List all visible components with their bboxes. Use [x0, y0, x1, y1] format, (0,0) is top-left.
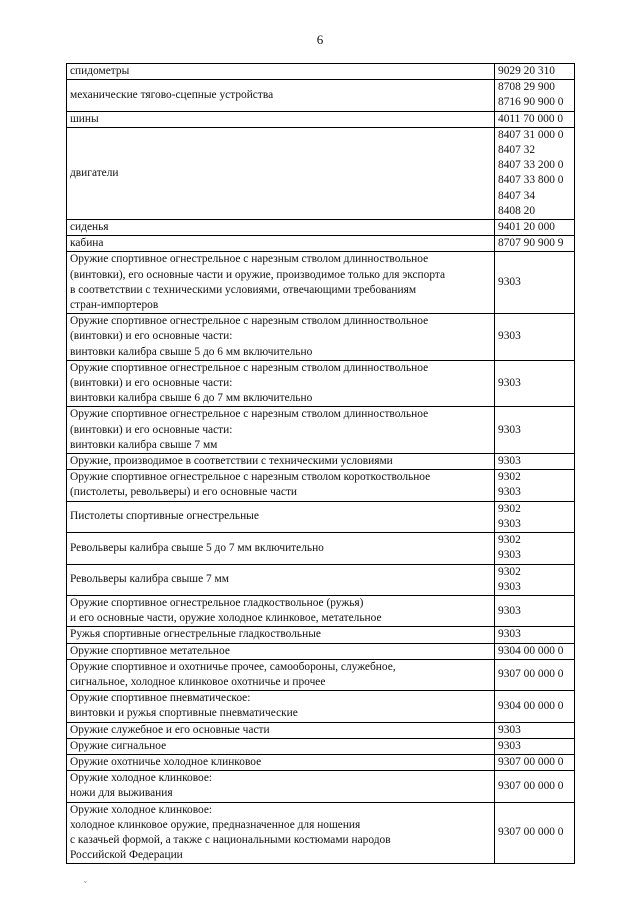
tn-ved-code-cell — [495, 64, 575, 80]
tn-ved-code-cell — [495, 595, 575, 626]
product-description-line: сигнальное, холодное клинковое охотничье и прочее — [70, 675, 326, 688]
table-row — [67, 643, 575, 659]
tn-ved-code-cell — [495, 80, 575, 111]
tn-ved-code: 9307 00 000 0 — [498, 779, 564, 792]
table-row — [67, 220, 575, 236]
tn-ved-code: 9303 — [498, 330, 521, 343]
tn-ved-code: 9303 — [498, 604, 521, 617]
tn-ved-code: 9303 — [498, 517, 521, 530]
tn-ved-code: 9303 — [498, 628, 521, 641]
tn-ved-code: 9307 00 000 0 — [498, 826, 564, 839]
product-description-line: Оружие, производимое в соответствии с техническими условиями — [70, 455, 393, 468]
tn-ved-code: 8708 29 900 — [498, 81, 555, 94]
tn-ved-code-cell — [495, 111, 575, 127]
product-description-cell — [67, 360, 495, 407]
tn-ved-code-cell — [495, 252, 575, 314]
tn-ved-code: 9303 — [498, 486, 521, 499]
product-description-cell — [67, 80, 495, 111]
product-description-line: (винтовки), его основные части и оружие, производимое только для экспорта — [70, 268, 446, 281]
product-description-cell — [67, 691, 495, 722]
product-description-line: Оружие охотничье холодное клинковое — [70, 755, 262, 768]
table-row — [67, 691, 575, 722]
tn-ved-code: 8407 32 — [498, 144, 536, 157]
product-description-cell — [67, 659, 495, 690]
product-description-line: ножи для выживания — [70, 787, 173, 800]
tn-ved-code-cell — [495, 754, 575, 770]
product-description-cell — [67, 754, 495, 770]
tn-ved-code: 9303 — [498, 423, 521, 436]
table-row — [67, 627, 575, 643]
table-row — [67, 771, 575, 802]
table-row — [67, 360, 575, 407]
tn-ved-code-cell — [495, 360, 575, 407]
tn-ved-code: 8407 31 000 0 — [498, 128, 564, 141]
table-row — [67, 802, 575, 864]
tn-ved-code-cell — [495, 127, 575, 219]
product-description-line: Револьверы калибра свыше 5 до 7 мм включительно — [70, 541, 324, 554]
tn-ved-code: 9303 — [498, 276, 521, 289]
tn-ved-code: 9302 — [498, 502, 521, 515]
product-description-line: винтовки калибра свыше 7 мм — [70, 438, 218, 451]
tn-ved-code: 9303 — [498, 580, 521, 593]
tn-ved-code-cell — [495, 627, 575, 643]
commodity-codes-table — [66, 63, 575, 864]
product-description-cell — [67, 595, 495, 626]
tn-ved-code-cell — [495, 236, 575, 252]
tn-ved-code: 8407 34 — [498, 189, 536, 202]
product-description-line: винтовки калибра свыше 6 до 7 мм включительно — [70, 392, 313, 405]
tn-ved-code-cell — [495, 470, 575, 501]
table-row — [67, 407, 575, 454]
product-description-cell — [67, 111, 495, 127]
product-description-cell — [67, 220, 495, 236]
tn-ved-code-cell — [495, 643, 575, 659]
product-description-line: Оружие спортивное огнестрельное с нарезным стволом короткоствольное — [70, 471, 431, 484]
tn-ved-code-cell — [495, 802, 575, 864]
product-description-line: механические тягово-сцепные устройства — [70, 88, 274, 101]
product-description-line: Ружья спортивные огнестрельные гладкоствольные — [70, 628, 321, 641]
tn-ved-code: 8716 90 900 0 — [498, 96, 564, 109]
tn-ved-code-cell — [495, 771, 575, 802]
table-row — [67, 533, 575, 564]
product-description-line: шины — [70, 112, 99, 125]
table-row — [67, 111, 575, 127]
tn-ved-code: 8407 33 800 0 — [498, 174, 564, 187]
product-description-line: Оружие служебное и его основные части — [70, 723, 270, 736]
product-description-line: Оружие сигнальное — [70, 739, 167, 752]
product-description-line: Оружие спортивное огнестрельное с нарезным стволом длинноствольное — [70, 361, 429, 374]
product-description-line: Оружие спортивное метательное — [70, 644, 230, 657]
product-description-line: Оружие холодное клинковое: — [70, 803, 213, 816]
product-description-line: (винтовки) и его основные части: — [70, 330, 233, 343]
tn-ved-code: 9307 00 000 0 — [498, 755, 564, 768]
product-description-line: Оружие холодное клинковое: — [70, 772, 213, 785]
tn-ved-code: 4011 70 000 0 — [498, 112, 564, 125]
product-description-line: с казачьей формой, а также с национальными костюмами народов — [70, 833, 391, 846]
table-row — [67, 80, 575, 111]
tn-ved-code: 9303 — [498, 723, 521, 736]
product-description-line: винтовки калибра свыше 5 до 6 мм включительно — [70, 345, 313, 358]
page-number: 6 — [316, 32, 324, 47]
product-description-cell — [67, 407, 495, 454]
table-row — [67, 595, 575, 626]
tn-ved-code: 9303 — [498, 549, 521, 562]
table-row — [67, 454, 575, 470]
tn-ved-code: 8707 90 900 9 — [498, 237, 564, 250]
tn-ved-code: 9303 — [498, 377, 521, 390]
product-description-cell — [67, 454, 495, 470]
product-description-line: Оружие спортивное огнестрельное с нарезным стволом длинноствольное — [70, 408, 429, 421]
product-description-cell — [67, 564, 495, 595]
product-description-line: спидометры — [70, 65, 130, 77]
table-row — [67, 127, 575, 219]
tn-ved-code-cell — [495, 533, 575, 564]
product-description-cell — [67, 236, 495, 252]
tn-ved-code: 9303 — [498, 455, 521, 468]
product-description-line: в соответствии с техническими условиями, отвечающими требованиям — [70, 283, 417, 296]
product-description-cell — [67, 533, 495, 564]
product-description-line: винтовки и ружья спортивные пневматические — [70, 707, 298, 720]
table-row — [67, 659, 575, 690]
product-description-cell — [67, 738, 495, 754]
product-description-cell — [67, 722, 495, 738]
tn-ved-code: 9302 — [498, 565, 521, 578]
table-row — [67, 236, 575, 252]
tn-ved-code-cell — [495, 659, 575, 690]
product-description-line: и его основные части, оружие холодное клинковое, метательное — [70, 612, 382, 625]
table-row — [67, 501, 575, 532]
product-description-cell — [67, 627, 495, 643]
table-body — [67, 64, 575, 864]
product-description-cell — [67, 470, 495, 501]
product-description-line: кабина — [70, 237, 104, 250]
product-description-line: стран-импортеров — [70, 299, 159, 312]
product-description-cell — [67, 802, 495, 864]
tn-ved-code-cell — [495, 501, 575, 532]
tn-ved-code: 9304 00 000 0 — [498, 644, 564, 657]
table-row — [67, 564, 575, 595]
table-row — [67, 64, 575, 80]
product-description-line: (пистолеты, револьверы) и его основные части — [70, 486, 298, 499]
product-description-cell — [67, 252, 495, 314]
tn-ved-code: 9303 — [498, 739, 521, 752]
product-description-line: двигатели — [70, 166, 119, 179]
product-description-cell — [67, 64, 495, 80]
table-row — [67, 722, 575, 738]
product-description-line: Российской Федерации — [70, 849, 183, 862]
product-description-line: (винтовки) и его основные части: — [70, 423, 233, 436]
table-row — [67, 252, 575, 314]
tn-ved-code-cell — [495, 407, 575, 454]
tn-ved-code: 9302 — [498, 471, 521, 484]
product-description-cell — [67, 127, 495, 219]
product-description-line: холодное клинковое оружие, предназначенное для ношения — [70, 818, 361, 831]
product-description-cell — [67, 501, 495, 532]
tn-ved-code-cell — [495, 454, 575, 470]
tn-ved-code-cell — [495, 314, 575, 361]
table-row — [67, 314, 575, 361]
tn-ved-code-cell — [495, 564, 575, 595]
product-description-line: Пистолеты спортивные огнестрельные — [70, 510, 259, 523]
tn-ved-code: 9304 00 000 0 — [498, 699, 564, 712]
product-description-line: Оружие спортивное огнестрельное гладкоствольное (ружья) — [70, 596, 364, 609]
tn-ved-code: 9401 20 000 — [498, 221, 555, 234]
tn-ved-code: 8407 33 200 0 — [498, 159, 564, 172]
tn-ved-code: 9302 — [498, 534, 521, 547]
product-description-line: Оружие спортивное и охотничье прочее, самообороны, служебное, — [70, 660, 396, 673]
table-row — [67, 754, 575, 770]
product-description-cell — [67, 643, 495, 659]
product-description-line: Револьверы калибра свыше 7 мм — [70, 573, 229, 586]
tn-ved-code-cell — [495, 691, 575, 722]
tn-ved-code: 8408 20 — [498, 204, 536, 217]
scan-mark: ˇ — [84, 880, 87, 889]
product-description-line: Оружие спортивное огнестрельное с нарезным стволом длинноствольное — [70, 253, 429, 266]
tn-ved-code-cell — [495, 738, 575, 754]
product-description-line: (винтовки) и его основные части: — [70, 377, 233, 390]
tn-ved-code-cell — [495, 722, 575, 738]
product-description-cell — [67, 771, 495, 802]
tn-ved-code-cell — [495, 220, 575, 236]
product-description-line: Оружие спортивное пневматическое: — [70, 692, 251, 705]
tn-ved-code: 9029 20 310 — [498, 65, 555, 77]
tn-ved-code: 9307 00 000 0 — [498, 668, 564, 681]
product-description-cell — [67, 314, 495, 361]
product-description-line: Оружие спортивное огнестрельное с нарезным стволом длинноствольное — [70, 315, 429, 328]
product-description-line: сиденья — [70, 221, 109, 234]
table-row — [67, 470, 575, 501]
table-row — [67, 738, 575, 754]
